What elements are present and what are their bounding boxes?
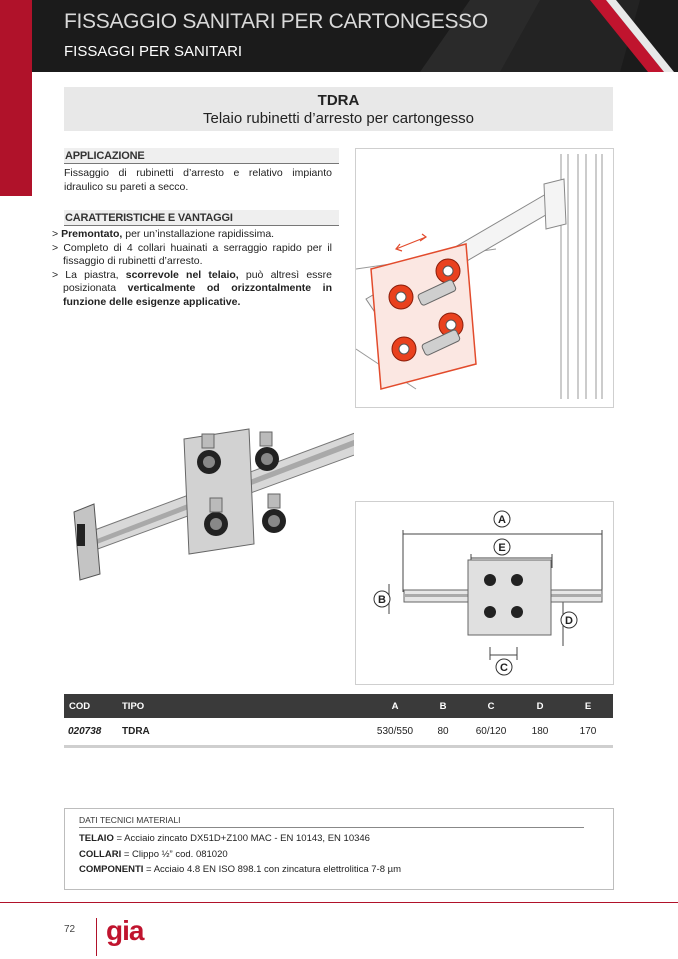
- installation-drawing: [356, 149, 613, 407]
- footer-divider: [0, 902, 678, 903]
- bullet-text: può altresì essre posizionata: [63, 268, 332, 294]
- applicazione-text: Fissaggio di rubinetti d’arresto e relativo impianto idraulico su pareti a secco.: [64, 167, 332, 193]
- tech-row-collari: [79, 849, 228, 860]
- dimension-drawing: [356, 502, 613, 684]
- dim-label-e: E: [498, 542, 506, 554]
- bullet-strong: Premontato,: [61, 228, 123, 240]
- bullet-text: per un’installazione rapidissima.: [122, 228, 275, 240]
- cell-b: 80: [437, 726, 449, 737]
- bullet-text: La piastra,: [65, 268, 126, 281]
- footer-vertical-bar: [96, 918, 97, 956]
- tech-label: TELAIO: [79, 833, 114, 844]
- brand-logo: gia: [106, 915, 144, 946]
- table-row: [64, 719, 613, 748]
- bullet-text: Completo di 4 collari huainati a serraggio rapido per il fissaggio di rubinetti d’arresto.: [63, 241, 332, 267]
- col-b: B: [439, 701, 447, 712]
- tech-value: = Acciaio 4.8 EN ISO 898.1 con zincatura elettrolitica 7-8 µm: [143, 864, 402, 875]
- cell-tipo: TDRA: [122, 726, 150, 737]
- product-code: TDRA: [317, 92, 360, 109]
- tech-row-componenti: [79, 864, 401, 875]
- tech-value: = Acciaio zincato DX51D+Z100 MAC - EN 10143, EN 10346: [113, 833, 370, 844]
- tech-label: COMPONENTI: [79, 864, 144, 875]
- dim-label-b: B: [378, 594, 386, 606]
- caratteristiche-list: [52, 228, 332, 309]
- product-name: Telaio rubinetti d’arresto per cartongesso: [203, 110, 474, 127]
- list-item: > Completo di 4 collari huainati a serraggio rapido per il fissaggio di rubinetti d’arresto.: [52, 241, 332, 267]
- cell-c: 60/120: [475, 726, 507, 737]
- col-e: E: [584, 701, 592, 712]
- page-number: 72: [64, 924, 76, 935]
- dimension-diagram: [355, 501, 614, 685]
- product-photo: [64, 404, 354, 594]
- header-title: FISSAGGIO SANITARI PER CARTONGESSO: [64, 10, 488, 33]
- tech-heading: DATI TECNICI MATERIALI: [79, 815, 584, 828]
- list-item: > Premontato, per un’installazione rapidissima.: [52, 228, 275, 240]
- tech-data-box: [64, 808, 614, 890]
- dim-label-d: D: [565, 615, 573, 627]
- list-item: > La piastra, scorrevole nel telaio, può altresì essre posizionata verticalmente od orizzontalmente in funzione delle esigenze applicative.: [52, 268, 332, 308]
- product-photo-drawing: [64, 404, 354, 594]
- caratteristiche-heading: CARATTERISTICHE E VANTAGGI: [64, 210, 339, 226]
- cell-cod: 020738: [68, 726, 102, 737]
- product-table-header: [64, 694, 613, 718]
- dim-label-a: A: [498, 514, 506, 526]
- cell-e: 170: [579, 726, 597, 737]
- col-cod: COD: [69, 701, 91, 712]
- header-subtitle: FISSAGGI PER SANITARI: [64, 43, 243, 60]
- col-c: C: [487, 701, 495, 712]
- dim-label-c: C: [500, 662, 508, 674]
- col-d: D: [536, 701, 544, 712]
- page-header: [0, 0, 678, 72]
- tech-value: = Clippo ½” cod. 081020: [121, 849, 228, 860]
- applicazione-heading: APPLICAZIONE: [64, 148, 339, 164]
- col-tipo: TIPO: [122, 701, 145, 712]
- installation-illustration: [355, 148, 614, 408]
- bullet-strong: scorrevole nel telaio,: [125, 268, 239, 281]
- cell-d: 180: [531, 726, 549, 737]
- tech-row-telaio: [79, 833, 370, 844]
- tech-label: COLLARI: [79, 849, 122, 860]
- side-red-band: [0, 72, 32, 196]
- product-title-box: [64, 87, 613, 131]
- cell-a: 530/550: [376, 726, 414, 737]
- col-a: A: [391, 701, 399, 712]
- bullet-strong: verticalmente od orizzontalmente in funzione delle esigenze applicative.: [63, 282, 332, 308]
